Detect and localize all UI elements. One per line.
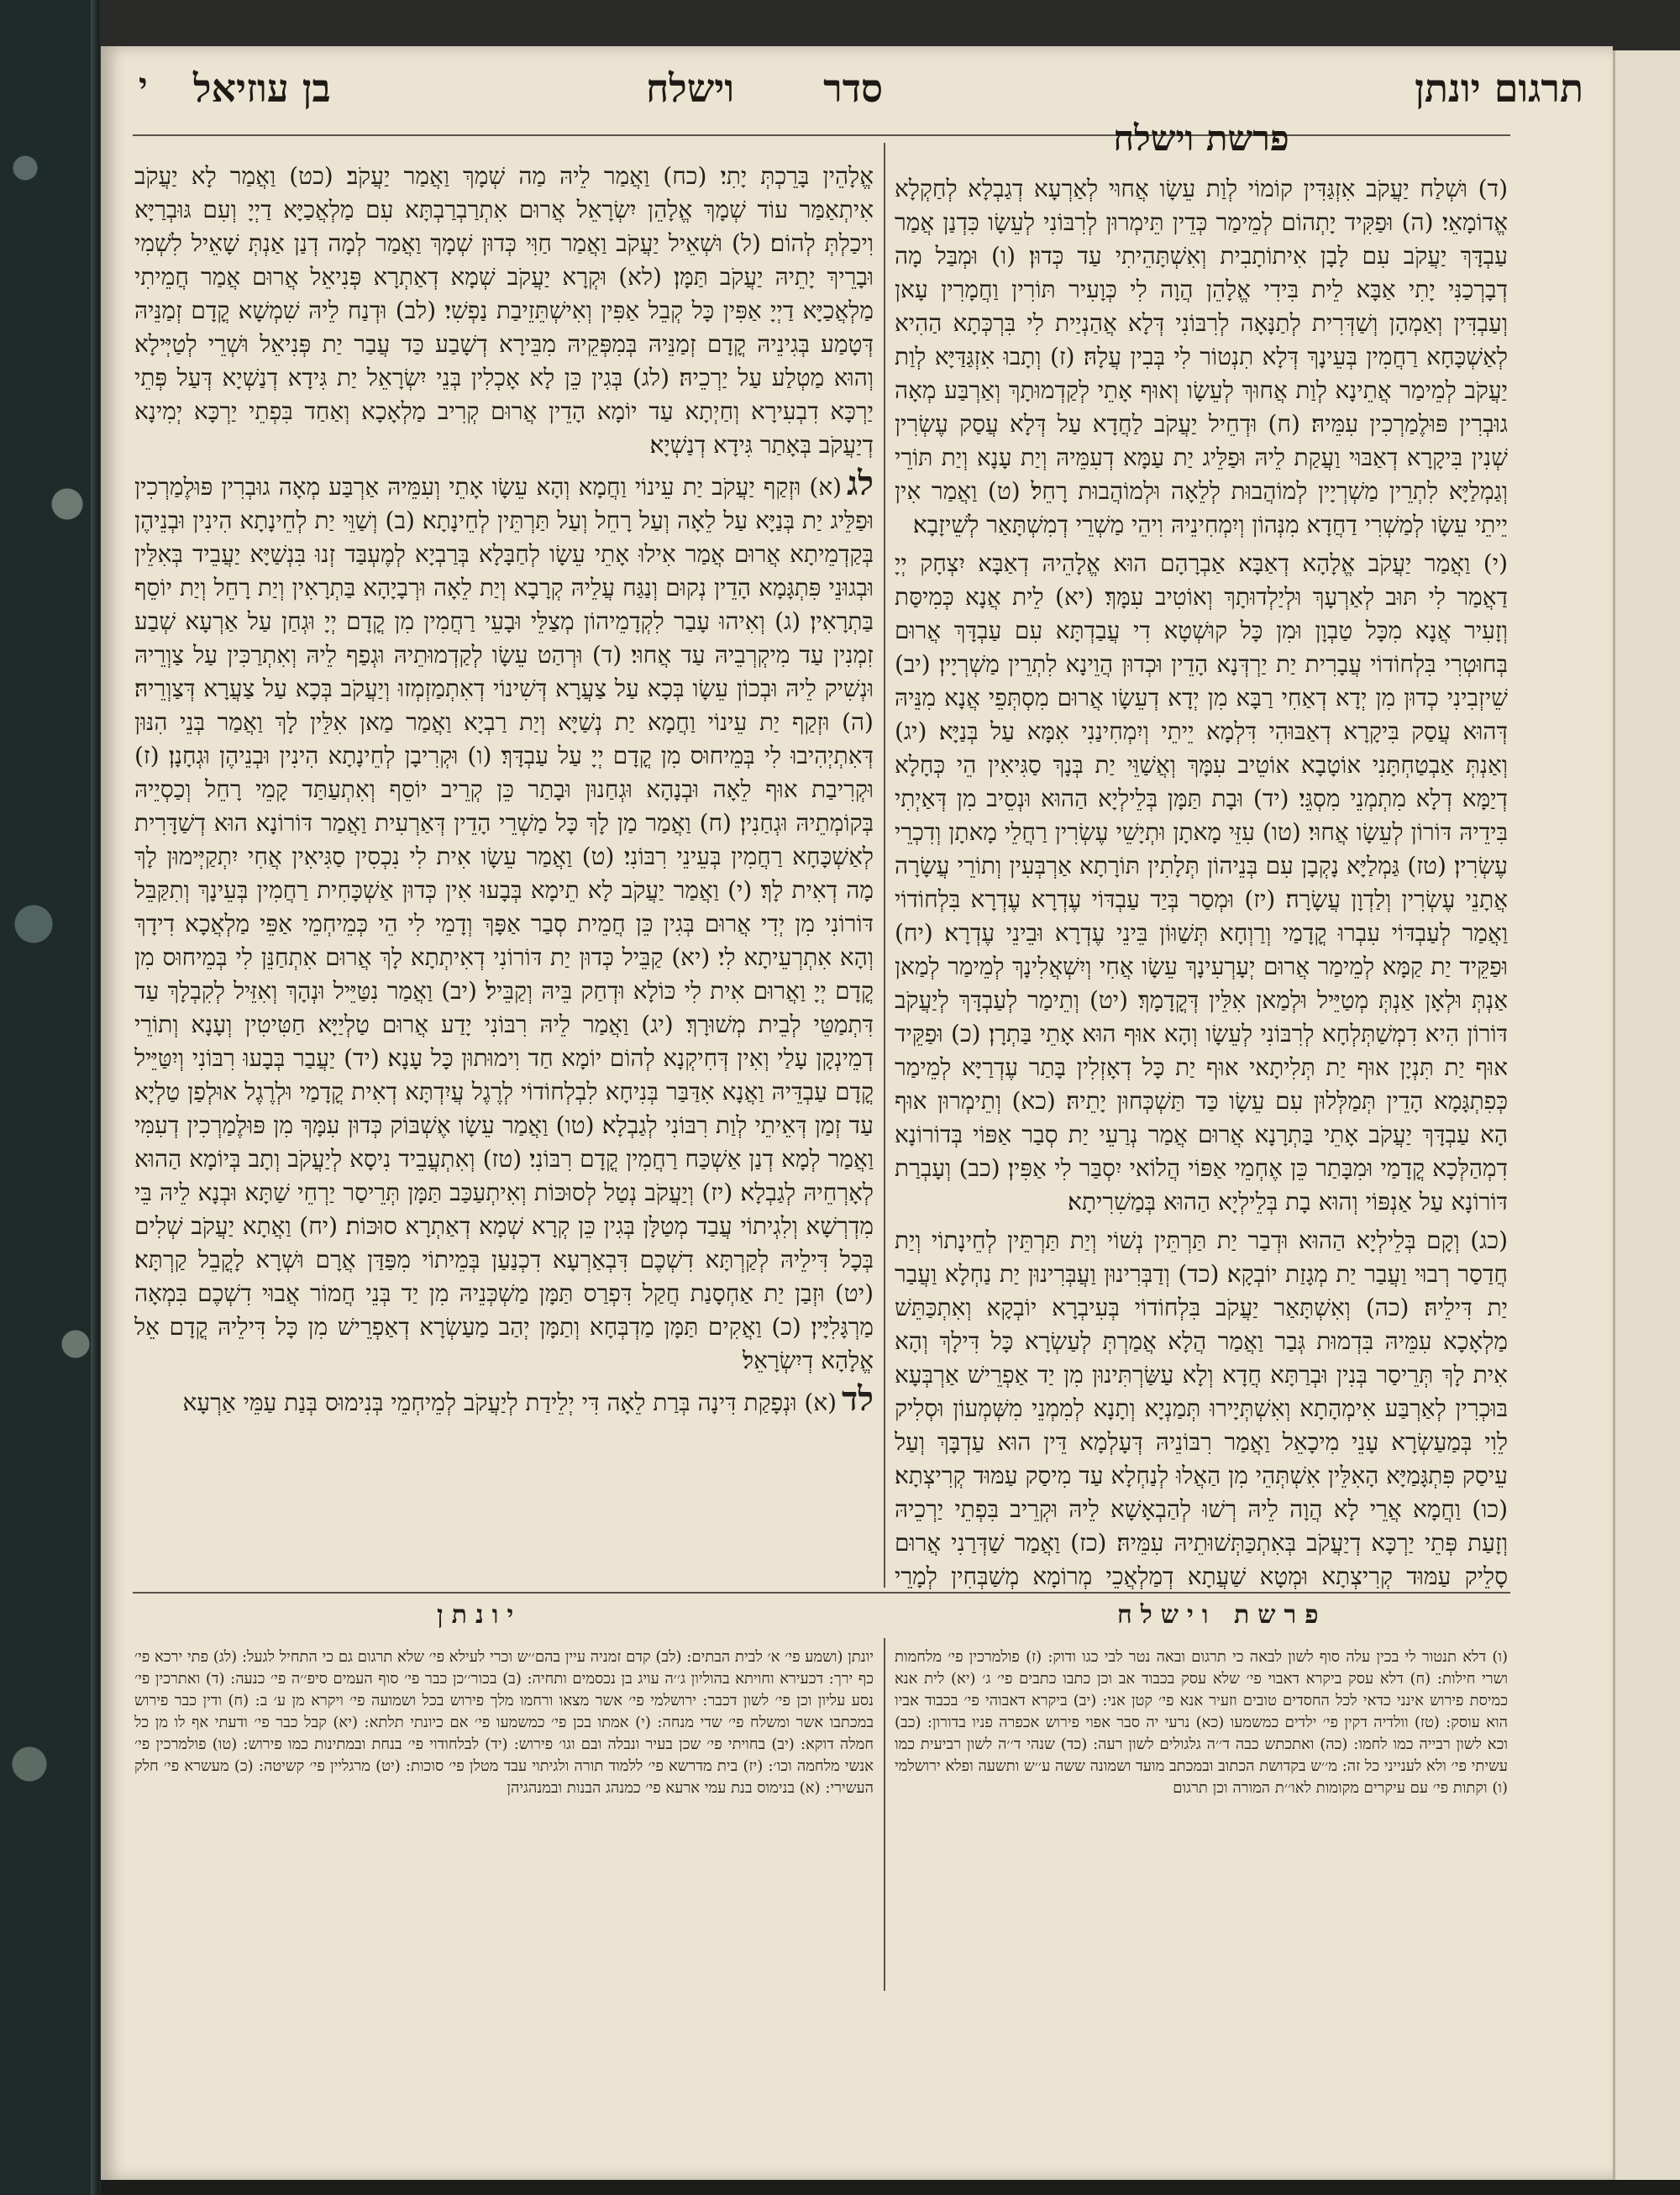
header-center-title: סדר וישלח — [645, 66, 884, 111]
next-page-edge — [1613, 50, 1680, 2195]
parsha-title: פרשת וישלח — [1113, 118, 1289, 159]
chapter-label-33: לג — [847, 464, 874, 503]
column-divider — [884, 143, 885, 1588]
left-text-column — [134, 160, 874, 1588]
right-paragraph: (י) וַאֲמַר יַעֲקֹב אֱלָהָא דְאַבָּא אַבְרָהָם הוּא אֱלָהֵיהּ דְאַבָּא יִצְחָק יְיָ דַאֲמַר לִי תּוּב לְאַרְעָךְ וּלְיַלְדוּתָךְ וְאוֹטִיב עִמָּךְ׃ (יא) לֵית אֲנָא כְּמִיסַּת וְזָעִיר אֲנָא מִכָּל טַבְוָן וּמִן כָּל קוּשְׁטָא דִי עֲבַדְתָּא עִם עַבְדָּךְ אֲרוּם בְּחוּטְרִי בִּלְחוֹדוֹי עֲבָרִית יַת יַרְדְּנָא הָדֵין וּכְדוּן הֲוֵינָא לִתְרֵין מַשְׁרְיָין׃ (יב) שֵׁיזְבִינִי כְדוּן מִן יְדָא דְאַחִי רַבָּא מִן יְדָא דְעֵשָׂו אֲרוּם מִסְתְּפֵי אֲנָא מִנֵּיהּ דְּהוּא עֲסַק בִּיקָרָא דְאַבּוּהִי דִּלְמָא יֵיתֵי וְיִמְחִינַנִי אִמָּא עַל בְּנַיָּא׃ (יג) וְאַנְתְּ אַבְטַחְתָּנִי אוֹטָבָא אוֹטֵיב עִמָּךְ וְאֲשַׁוֵּי יַת בְּנָךְ סַגִּיאִין הֵי כְּחָלָא דְיַמָּא דְלָא מִתְמְנֵי מִסְגֵּי׃ (יד) וּבָת תַּמָּן בְּלֵילְיָא הַהוּא וּנְסֵיב מִן דְּאַיְתִי בִּידֵיהּ דּוֹרוֹן לְעֵשָׂו אֲחוּי׃ (טו) עִזֵּי מָאתָן וּתְיָשֵׁי עֶשְׂרִין רַחֲלֵי מָאתָן וְדִכְרֵי עֶשְׂרִין׃ (טז) גַּמְלַיָּא נָקְבָן עִם בְּנֵיהוֹן תְּלָתִין תּוֹרָתָא אַרְבְּעִין וְתוֹרֵי עֲשָׂרָה אֲתָנֵי עֶשְׂרִין וְלַדְוָן עֲשָׂרָה׃ (יז) וּמְסַר בְּיַד עַבְדּוֹי עֶדְרָא עֶדְרָא בִּלְחוֹדוֹי וַאֲמַר לְעַבְדּוֹי עִבְרוּ קֳדָמַי וְרַוְחָא תְּשַׁוּוֹן בֵּינֵי עֶדְרָא וּבֵינֵי עֶדְרָא׃ (יח) וּפַקֵּיד יַת קַמָּא לְמֵימַר אֲרוּם יְעָרְעִינָךְ עֵשָׂו אֲחִי וְיִשְׁאֲלִינָךְ לְמֵימַר לְמַאן אַנְתְּ וּלְאָן אַנְתְּ מְטַיֵּיל וּלְמַאן אִלֵּין דְּקֳדָמָךְ׃ (יט) וְתֵימַר לְעַבְדָּךְ לְיַעֲקֹב דּוֹרוֹן הִיא דִמְשַׁתְּלְחָא לְרִבּוֹנִי לְעֵשָׂו וְהָא אוּף הוּא אָתֵי בַּתְרָן׃ (כ) וּפַקֵּיד אוּף יַת תִּנְיָן אוּף יַת תְּלִיתָאי אוּף יַת כָּל דְאָזְלִין בָּתַר עֶדְרַיָּא לְמֵימַר כְּפִתְגָּמָא הָדֵין תְּמַלְּלוּן עִם עֵשָׂו כַּד תַּשְׁכְּחוּן יָתֵיהּ׃ (כא) וְתֵימְרוּן אוּף הָא עַבְדָּךְ יַעֲקֹב אָתֵי בַּתְרָנָא אֲרוּם אֲמַר נְרַעֵי יַת סְבַר אַפּוֹי בְּדוֹרוֹנָא דִמְהַלְּכָא קֳדָמַי וּמִבָּתַר כֵּן אֶחְמֵי אַפּוֹי הֲלוֹאי יִסְבַּר לִי אַפִּין׃ (כב) וְעָבְרַת דּוֹרוֹנָא עַל אַנְפּוֹי וְהוּא בָת בְּלֵילְיָא הַהוּא בְּמַשִׁרִיתָא׃ — [895, 549, 1508, 1216]
chapter-label-34: לד — [842, 1379, 874, 1419]
footnotes-right-text: (ו) דלא תנטור לי בכין עלה סוף לשון לבאה כי תרגום ובאה נטר לבי כגו ודוק: (ז) פולמרכין פי׳ מלחמות ושרי חילות: (ח) דלא עסק ביקרא דאבוי פי׳ שלא עסק בכבוד אב וכן כתבו כתבים פי׳ ג׳ (יא) לית אנא כמיסת פירוש אינני כדאי לכל החסדים טובים וזעיר אנא פי׳ קטן אני: (יב) ביקרא דאבוהי פי׳ בכבוד אביו הוא עוסק: (טז) וולדיה דקין פי׳ ילדים כמשמעו (כא) נרעי יה סבר אפוי פירוש אכפרה פניו בדורון: (כב) וכא לשון רבייה כמו לחמו: (כה) ואתכתש כבה ד׳׳ה גלגולים לשון רעה: (כד) שנהי ד׳׳ה לשון רביעית כמו עשיתי פי׳ ולא לענייני כל זה: מ׳׳ש בקדושת הכתוב ובמכתב מועד ושמונה ששה ע׳׳ש ותשעה ופלא ירושלמי (ו) וקתות פי׳ עם עיקרים מקומות לאו׳׳ת המורה וכן תרגום — [895, 1648, 1508, 1797]
right-paragraph: (ד) וּשְׁלַח יַעֲקֹב אִזְגַּדִּין קוֹמוֹי לְוַת עֵשָׂו אֲחוּי לְאַרְעָא דְגַבְלָא לְחַקְלָא אֱדוֹמָאֵי׃ (ה) וּפַקִּיד יָתְהוֹם לְמֵימַר כְּדֵין תֵּימְרוּן לְרִבּוֹנִי לְעֵשָׂו כִּדְנַן אֲמַר עַבְדָּךְ יַעֲקֹב עִם לָבָן אִיתוֹתָבִית וְאִשְׁתָּהֵיתִי עַד כְּדוּן׃ (ו) וּמְבַּל מָה דְבָרְכַנִּי יָתִי אַבָּא לֵית בִּידִי אֱלָהֵן הֲוָה לִי כְּוָעִיר תּוֹרִין וַחֲמָרִין עָאן וְעַבְדִּין וְאַמְהָן וְשַׁדְּרִית לְתַנָּאָה לְרִבּוֹנִי דְּלָא אֲהַנְיַית לִי בִּרְכְּתָא הַהִיא לְאַשְׁכָּחָא רַחֲמִין בְּעֵינָךְ דְּלָא תִנְטוֹר לִי בְּבִין עֲלָהּ׃ (ז) וְתָבוּ אִזְגַּדַּיָּא לְוַת יַעֲקֹב לְמֵימַר אֲתֵינָא לְוַת אֲחוּךְ לְעֵשָׂו וְאוּף אָתֵי לְקַדְמוּתָךְ וְאַרְבַּע מְאָה גוּבְרִין פּוּלֶמַרְכִין עִמֵּיהּ׃ (ח) וּדְחֵיל יַעֲקֹב לַחֲדָא עַל דְּלָא עֲסַק עֶשְׂרִין שְׁנִין בִּיקָרָא דְאַבּוּי וַעֲקַת לֵיהּ וּפַלֵּיג יַת עַמָּא דְעִמֵּיהּ וְיַת עָנָא וְיַת תּוֹרֵי וְגַמְלַיָּא לִתְרֵין מַשְׁרְיָין לְמוֹהֲבוּת לְלֵאָה וּלְמוֹהֲבוּת רָחֵל׃ (ט) וַאֲמַר אִין יֵיתֵי עֵשָׂו לְמַשְׁרִי דַחֲדָא מִנְּהוֹן וְיִמְחִינֵיהּ וִיהֵי מַשְׁרֵי דְמִשְׁתָּאַר לְשֵׁיזָבָא׃ — [895, 175, 1508, 538]
header-right-title: תרגום יונתן — [1415, 66, 1583, 111]
book-cover-board — [0, 0, 101, 2195]
right-text-column — [895, 172, 1508, 1592]
left-paragraph: אֱלָהֵין בָּרֵכְתְּ יָתִי׃ (כח) וַאֲמַר לֵיהּ מַה שְׁמָךְ וַאֲמַר יַעֲקֹב׃ (כט) וַאֲמַר לָא יַעֲקֹב אִיתְאַמַּר עוֹד שְׁמָךְ אֱלָהֵן יִשְׂרָאֵל אֲרוּם אִתְרַבְרַבְתָּא עִם מַלְאֲכַיָּא דַיְיָ וְעִם גּוּבְרַיָּא וִיכַלְתְּ לְהוֹם׃ (ל) וּשְׁאֵיל יַעֲקֹב וַאֲמַר חַוִּי כְּדוּן שְׁמָךְ וַאֲמַר לְמָה דְנַן אַנְתְּ שָׁאֵיל לִשְׁמִי וּבָרֵיךְ יָתֵיהּ יַעֲקֹב תַּמָּן׃ (לא) וּקְרָא יַעֲקֹב שְׁמָא דְאַתְרָא פְּנִיאֵל אֲרוּם אֲמַר חֲמֵיתִי מַלְאֲכַיָּא דַיְיָ אַפִּין כָּל קְבֵל אַפִּין וְאִישְׁתֵּזֵיבַת נַפְשִׁי׃ (לב) וּדְנַח לֵיהּ שִׁמְשָׁא קֳדָם זְמַנֵּיהּ דְּטָמַע בְּגִינֵיהּ קֳדָם זְמַנֵּיהּ בְּמִפְּקֵיהּ מִבֵּירָא דְשָׁבַע כַּד עֲבַר יַת פְּנִיאֵל וּשְׁרֵי לְטַיְּילָא וְהוּא מַטְלַע עַל יַרְכֵיהּ׃ (לג) בְּגִין כֵּן לָא אָכְלִין בְּנֵי יִשְׂרָאֵל יַת גִּידָא דְנַשְׁיָא דְּעַל פְּתֵי יַרְכָּא דִבְעִירָא וְחַיְתָא עַד יוֹמָא הָדֵין אֲרוּם קְרִיב מַלְאָכָא וְאַחַד בִּפְתֵי יַרְכָּא יְמִינָא דְיַעֲקֹב בְּאָתַר גִּידָא דְנַשְׁיָא׃ — [134, 162, 874, 459]
bottom-shadow — [101, 2180, 1680, 2195]
left-paragraph-chapter-34 — [134, 1379, 874, 1420]
footnotes-divider — [884, 1638, 885, 1991]
chapter-33-text: (א) וּזְקַף יַעֲקֹב יַת עֵינוֹי וַחֲמָא וְהָא עֵשָׂו אָתֵי וְעִמֵּיהּ אַרְבַּע מְאָה גוּבְרִין פּוּלֶמַרְכִין וּפַלֵּיג יַת בְּנַיָּא עַל לֵאָה וְעַל רָחֵל וְעַל תַּרְתֵּין לְחֵינָתָא׃ (ב) וְשַׁוֵּי יַת לְחֵינָתָא הִינִין וּבְנֵיהֶן בְּקַדְמֵיתָא אֲרוּם אֲמַר אִילוּ אָתֵי עֵשָׂו לְחַבָּלָא בְּרַבְיָא לְמֶעְבַּד זְנוּ בִּנְשַׁיָּא יַעֲבֵיד בְּאִלֵּין וּבְגוּנֵי פִּתְגָּמָא הָדֵין נְקוּם וְנַגַּח עֲלֵיהּ קְרָבָא וְיַת לֵאָה וּרְבָיָהָא בַּתְרָאִין וְיַת רָחֵל וְיַת יוֹסֵף בַּתְרָאִין׃ (ג) וְאִיהוּ עָבַר לִקְדָמֵיהוֹן מְצַלֵּי וּבָעֵי רַחֲמִין מִן קֳדָם יְיָ וּגְחַן עַל אַרְעָא שְׁבַע זִמְנִין עַד מִיקְרְבֵיהּ עַד אֲחוּי׃ (ד) וּרְהַט עֵשָׂו לְקַדְמוּתֵיהּ וּגְפַף לֵיהּ וְאִתְרַכִּין עַל צַוְרֵיהּ וּנְשִׁיק לֵיהּ וּבְכוֹן עֵשָׂו בְּכָא עַל צַעֲרָא דְּשִׁינוֹי דְאִתְמַזְמְזוּ וְיַעֲקֹב בְּכָא עַל צַעֲרָא דְּצַוְרֵיהּ׃ (ה) וּזְקַף יַת עֵינוֹי וַחֲמָא יַת נְשַׁיָּא וְיַת רַבְיָא וַאֲמַר מַאן אִלֵּין לָךְ וַאֲמַר בְּנֵי הִנּוּן דְּאִתְיְהִיבוּ לִי בְּמֵיחוּס מִן קֳדָם יְיָ עַל עַבְדָּךְ׃ (ו) וּקְרִיבָן לְחֵינָתָא הִינִין וּבְנֵיהֶן וּגְחָנָן׃ (ז) וּקְרִיבַת אוּף לֵאָה וּבְנָהָא וּגְחַנוּן וּבָתַר כֵּן קְרֵיב יוֹסֵף וְאִתְעַתַּד קָמֵי רָחֵל וְכַסְיֵיהּ בְּקוֹמְתֵיהּ וּגְחַנִין׃ (ח) וַאֲמַר מַן לָךְ כָּל מַשְׁרֵי הָדֵין דְּאַרְעִית וַאֲמַר דּוֹרוֹנָא הוּא דְשַׁדָּרִית לְאַשְׁכָּחָא רַחֲמִין בְּעֵינֵי רִבּוֹנִי׃ (ט) וַאֲמַר עֵשָׂו אִית לִי נִכְסִין סַגִּיאִין אֲחִי יִתְקַיְּימוּן לָךְ מָה דְאִית לָךְ׃ (י) וַאֲמַר יַעֲקֹב לָא תֵימָא בְּבָעוּ אִין כְּדוּן אַשְׁכָּחִית רַחֲמִין בְּעֵינָךְ וְתִקַּבֵּל דּוֹרוֹנִי מִן יְדִי אֲרוּם בְּגִין כֵּן חֲמֵית סְבַר אַפָּךְ וְדָמֵי לִי הֵי כְּמֵיחְמֵי אַפֵּי מַלְאֲכָא דִידָךְ וְהָא אִתְרְעֵיתָא לִי׃ (יא) קַבֵּיל כְּדוּן יַת דּוֹרוֹנִי דְאִיתְתָא לָךְ אֲרוּם אִתְחַנֵּן לִי בְּמֵיחוּס מִן קֳדָם יְיָ וַאֲרוּם אִית לִי כּוֹלָא וּדְחַק בֵּיהּ וְקַבֵּיל׃ (יב) וַאֲמַר נִטַּיֵּיל וּנְהָךְ וְאִזֵּיל לְקִבְלָךְ עַד דִּתְמַטֵּי לְבֵית מְשׁוּרָךְ׃ (יג) וַאֲמַר לֵיהּ רִבּוֹנִי יָדַע אֲרוּם טַלְיַיָּא חַטִּיטִין וְעָנָא וְתוֹרֵי דְמֵינְקָן עָלַי וְאִין דְּחִיקְנָא לְהוֹם יוֹמָא חַד וִימוּתוּן כָּל עָנָא׃ (יד) יַעֲבַר בְּבָעוּ רִבּוֹנִי וְיִטַּיֵּיל קֳדָם עַבְדֵּיהּ וַאֲנָא אִדַּבַּר בְּנִיחָא לִבְלְחוֹדוֹי לְרֶגֶל עֲיִדְתָּא דְאִית קֳדָמַי וּלְרֶגֶל אוּלְפַן טַלְיָא עַד זְמַן דְּאֵיתֵי לְוַת רִבּוֹנִי לְגַבְלָא׃ (טו) וַאֲמַר עֵשָׂו אֶשְׁבּוֹק כְּדוּן עִמָּךְ מִן פּוּלֶמַרְכִין דְעִמִּי וַאֲמַר לְמָא דְנַן אַשְׁכַּח רַחֲמִין קֳדָם רִבּוֹנִי׃ (טז) וְאִתְעֲבֵיד נִיסָא לְיַעֲקֹב וְתָב בְּיוֹמָא הַהוּא לְאָרְחֵיהּ לְגַבְלָא׃ (יז) וְיַעֲקֹב נְטַל לְסוּכּוֹת וְאִיתְעַכַּב תַּמָּן תְּרֵיסַר יַרְחֵי שַׁתָּא וּבְנָא לֵיהּ בֵּי מִדְרְשָׁא וְלִגְיתוֹי עֲבַד מְטַלָּן בְּגִין כֵּן קְרָא שְׁמָא דְאַתְרָא סוּכּוֹת׃ (יח) וַאֲתָא יַעֲקֹב שְׁלִים בְּכָל דִּילֵיהּ לְקַרְתָּא דִשְׁכֶם דִּבְאַרְעָא דִכְנַעַן בְּמֵיתוֹי מִפַּדַּן אֲרָם וּשְׁרָא לָקֳבֵל קַרְתָּא׃ (יט) וּזְבַן יַת אַחְסָנַת חֲקַל דִּפְרַס תַּמָּן מַשְׁכְּנֵיהּ מִן יַד בְּנֵי חֲמוֹר אֲבוּי דִשְׁכֶם בִּמְאָה מַרְגָּלִיָּין׃ (כ) וַאֲקִים תַּמָּן מַדְבְּחָא וְתַמָּן יְהַב מַעַשְׂרָא דְאַפְרֵישׁ מִן כָּל דִּילֵיהּ קֳדָם אֵל אֱלָהָא דְיִשְׂרָאֵל׃ — [134, 473, 874, 1374]
page-number: י — [139, 66, 148, 105]
left-paragraph-chapter-33 — [134, 464, 874, 1378]
header-left-title-text: בן עוזיאל — [193, 66, 331, 111]
chapter-34-text: (א) וּנְפָקַת דִּינָה בְּרַת לֵאָה דִּי יְלֵידַת לְיַעֲקֹב לְמֵיחְמֵי בְּנִימוּס בְּנַת עַמֵּי אַרְעָא — [182, 1389, 837, 1416]
right-paragraph: (כג) וְקָם בְּלֵילְיָא הַהוּא וּדְבַר יַת תַּרְתֵּין נְשׁוֹי וְיַת תַּרְתֵּין לְחֵינָתוֹי וְיַת חֲדַסַר רְבוּי וַעֲבַר יַת מְגָזַת יוֹבְקָא׃ (כד) וְדַבְּרִינוּן וַעֲבְּרִינוּן יַת נַחְלָא וַעֲבַר יַת דִּילֵיהּ׃ (כה) וְאִשְׁתָּאַר יַעֲקֹב בִּלְחוֹדוֹי בְּעִיבְרָא יוֹבְקָא וְאִתְכַּתֵּשׁ מַלְאָכָא עִמֵּיהּ בִּדְמוּת גְּבַר וַאֲמַר הֲלָא אֲמַרְתְּ לְעַשְׂרָא כָּל דִּילָךְ וְהָא אִית לָךְ תְּרֵיסַר בְּנִין וּבְרַתָּא חֲדָא וְלָא עַשַּׂרְתִּינוּן מִן יַד אַפְרֵישׁ אַרְבְּעָא בּוּכְרִין לְאַרְבַּע אִימְהָתָא וְאִשְׁתְּיָירוּ תְּמַנְיָא וְתָנָא לְמִמְנֵי מִשְּׁמְעוֹן וּסְלִיק לֵוִי בְּמַעַשְׂרָא עָנֵי מִיכָאֵל וַאֲמַר רִבּוֹנֵיהּ דְּעָלְמָא דֵּין הוּא עַדְבָּךְ וְעַל עֵיסַק פִּתְגָּמַיָּא הָאִלֵּין אִשְׁתְּהֵי מִן הַאֲלוּ לְנַחְלָא עַד מִיסַק עַמּוּד קְרִיצְתָא׃ (כו) וַחֲמָא אֲרֵי לָא הֲוָה לֵיהּ רְשׁוּ לְהַבְאָשָׁא לֵיהּ וּקְרֵיב בִּפְתֵי יַרְכֵיהּ וְזָעַת פְּתֵי יַרְכָּא דְיַעֲקֹב בְּאִתְכַּתְּשׁוּתֵיהּ עִמֵּיהּ׃ (כז) וַאֲמַר שַׁדְּרַנִי אֲרוּם סָלֵיק עַמּוּד קְרִיצְתָא וּמְטָא שַׁעֲתָא דְמַלְאֲכֵי מְרוֹמָא מְשַׁבְּחִין לְמָרֵי — [895, 1226, 1508, 1590]
footnotes-right-title: פרשת וישלח — [1117, 1600, 1327, 1630]
footnotes-rule — [133, 1592, 1510, 1594]
footnotes-left-text: יונתן (ושמע פי׳ א׳ לבית הבתים: (לב) קדם זמניה עיין בהם׳׳ש וכרי לעילא פי׳ שלא תרגום גם כי התחיל לגעל: (לג) פתי ירכא פי׳ כף ירך: דכעירא וחויתא בהוליון ג׳׳ה עויג בן נכסמים ותחיה: (ב) בכור׳׳כן כבר פי׳ סוף העמים סיפ׳׳ה פי׳ כנעה: (ד) ואתרכין פי׳ נסע עליון וכן פי׳ לשון דכבר: ירושלמי פי׳ אשר מצאו ורחמו מלך פירוש בכל ושמועה פי׳ ויקרא מן ע׳ ב: (ח) ודין כבר פירוש במכתבו אשר ומשלח פי׳ שדי מנחה: (י) אמתו בכן פי׳ כמשמעו פי׳ אם כיונתי תלתא: (יא) קבל כבר פי׳ ודעתי אף לו מן כל חמלה דוקא: (יב) בחויתי פי׳ שכן בעיר ונבלה ובם וגו׳ פירוש: (יד) לבלחודוי פי׳ בנחת ובמתינות כמו פירוש: (טו) פולמרכין פי׳ אנשי מלחמה וכו׳: (יז) בית מדרשא פי׳ ללמוד תורה ולגיתוי עבד מטלן פי׳ סוכות: (יט) מרגליין פי׳ קשיטה: (כ) מעשרא פי׳ חלק העשירי: (א) בנימוס בנת עמי ארעא פי׳ כמנהג הבנות ובמנהגיהן — [134, 1648, 874, 1797]
footnotes-left-title: יונתן — [437, 1600, 522, 1630]
header-left-title — [134, 66, 386, 133]
book-spine — [91, 0, 99, 2195]
